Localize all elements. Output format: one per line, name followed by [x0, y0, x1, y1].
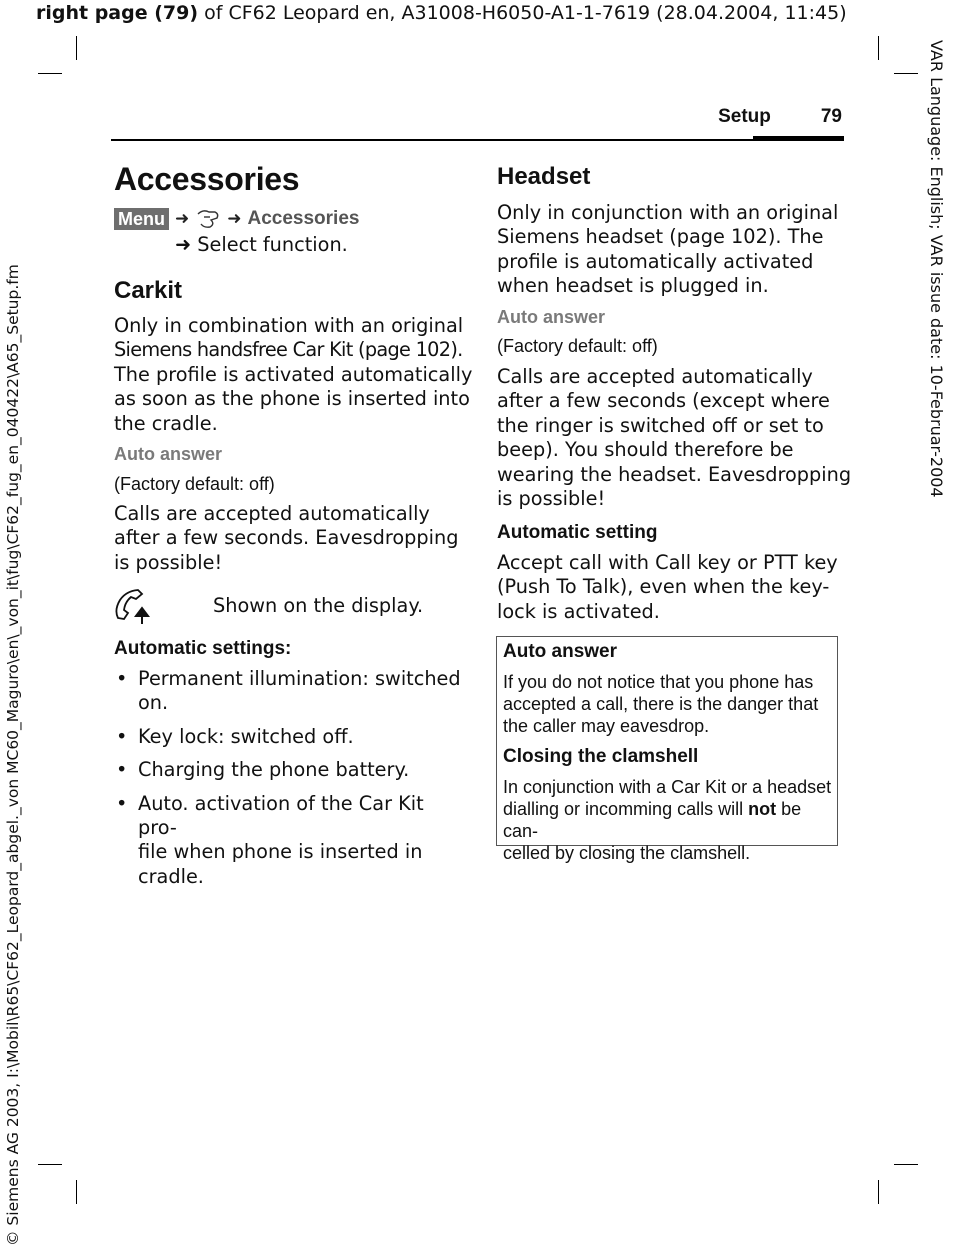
list-item	[114, 792, 464, 890]
auto-setting-heading: Automatic setting	[497, 522, 658, 543]
running-header	[718, 106, 842, 128]
text-span: dialling or incomming calls will	[503, 799, 749, 819]
arrow-right-icon: ➜	[227, 209, 242, 229]
text-line: on.	[138, 691, 169, 715]
text-line: • Charging the phone battery.	[138, 758, 410, 782]
text-line: when headset is plugged in.	[497, 274, 769, 298]
auto-settings-list	[114, 667, 464, 898]
note-box-paragraph	[503, 671, 818, 737]
crop-mark	[76, 1180, 77, 1204]
text-line	[503, 798, 837, 842]
arrow-right-icon: ➜	[175, 209, 190, 229]
auto-settings-heading: Automatic settings:	[114, 638, 292, 659]
text-line: is possible!	[497, 487, 606, 511]
page-number-rule	[753, 136, 844, 141]
job-header-bold: right page (79)	[36, 2, 199, 24]
list-item	[114, 667, 464, 716]
side-var-text: VAR Language: English; VAR issue date: 10-Februar-2004	[927, 40, 946, 498]
settings-icon	[195, 208, 221, 230]
crop-mark	[38, 73, 62, 74]
crop-mark	[878, 1180, 879, 1204]
text-line: Calls are accepted automatically	[114, 502, 430, 525]
text-line: after a few seconds. Eavesdropping	[114, 526, 459, 550]
auto-setting-text	[497, 551, 838, 624]
list-item	[114, 725, 464, 749]
text-line: • Key lock: switched off.	[138, 724, 354, 748]
headset-factory-default: (Factory default: off)	[497, 336, 658, 356]
carkit-factory-default: (Factory default: off)	[114, 474, 275, 494]
crop-mark	[76, 36, 77, 60]
text-line: Siemens headset (page 102). The	[497, 225, 824, 249]
side-path-text: © Siemens AG 2003, I:\Mobil\R65\CF62_Leopard_abgel._von MC60_Maguro\en\_von_it\fug\CF62_fug_en_040422\A65_Setup.fm	[4, 264, 22, 1246]
auto-answer-phone-icon	[114, 588, 154, 626]
text-line: profile is automatically activated	[497, 249, 814, 273]
note-box-heading-clamshell: Closing the clamshell	[503, 746, 699, 767]
menu-path	[114, 208, 359, 230]
text-line: lock is activated.	[497, 599, 660, 623]
text-line: the ringer is switched off or set to	[497, 413, 824, 437]
text-line: beep). You should therefore be	[497, 438, 794, 462]
text-line: Siemens handsfree Car Kit (page 102).	[114, 338, 463, 362]
note-box-heading-auto-answer: Auto answer	[503, 641, 618, 662]
text-line: the caller may eavesdrop.	[503, 716, 710, 736]
text-line: file when phone is inserted in	[138, 840, 423, 864]
emphasis: not	[748, 799, 777, 819]
nav-accessories: Accessories	[247, 208, 360, 229]
text-line: Accept call with Call key or PTT key	[497, 551, 838, 574]
text-line: is possible!	[114, 550, 223, 574]
text-line: In conjunction with a Car Kit or a headset	[503, 777, 832, 797]
text-line: If you do not notice that you phone has	[503, 672, 814, 692]
display-note: Shown on the display.	[213, 594, 424, 617]
text-line: Calls are accepted automatically	[497, 365, 813, 388]
page-number: 79	[820, 106, 842, 127]
text-line: as soon as the phone is inserted into	[114, 387, 470, 411]
headset-intro	[497, 201, 838, 299]
carkit-auto-answer-text	[114, 502, 458, 575]
page-title: Accessories	[114, 161, 300, 197]
text-line: • Permanent illumination: switched	[138, 667, 461, 690]
carkit-auto-answer-label: Auto answer	[114, 444, 223, 464]
crop-mark	[894, 73, 918, 74]
text-line: (Push To Talk), even when the key-	[497, 575, 830, 599]
text-line: • Auto. activation of the Car Kit pro-	[138, 791, 424, 840]
nav-select-function: ➜ Select function.	[175, 233, 348, 256]
job-header-rest: of CF62 Leopard en, A31008-H6050-A1-1-7619 (28.04.2004, 11:45)	[198, 2, 847, 24]
text-line: accepted a call, there is the danger that	[503, 694, 819, 714]
job-header-line	[36, 2, 847, 24]
crop-mark	[38, 1164, 62, 1165]
headset-auto-answer-text	[497, 365, 851, 511]
text-line: Only in combination with an original	[114, 314, 464, 337]
text-line: Only in conjunction with an original	[497, 201, 839, 224]
section-name: Setup	[718, 106, 771, 127]
headset-heading: Headset	[497, 163, 591, 190]
note-box	[496, 636, 838, 863]
note-box-paragraph	[503, 776, 837, 864]
crop-mark	[894, 1164, 918, 1165]
text-line: cradle.	[138, 864, 204, 888]
carkit-intro	[114, 314, 472, 436]
crop-mark	[878, 36, 879, 60]
text-line: celled by closing the clamshell.	[503, 843, 751, 863]
text-line: the cradle.	[114, 411, 218, 435]
text-span: be can-	[503, 799, 802, 841]
text-line: after a few seconds (except where	[497, 389, 830, 413]
text-line: wearing the headset. Eavesdropping	[497, 462, 852, 486]
header-rule	[111, 139, 844, 141]
text-line: The profile is activated automatically	[114, 362, 473, 386]
carkit-heading: Carkit	[114, 277, 183, 304]
list-item	[114, 758, 464, 782]
menu-key: Menu	[114, 208, 169, 230]
headset-auto-answer-label: Auto answer	[497, 307, 606, 327]
